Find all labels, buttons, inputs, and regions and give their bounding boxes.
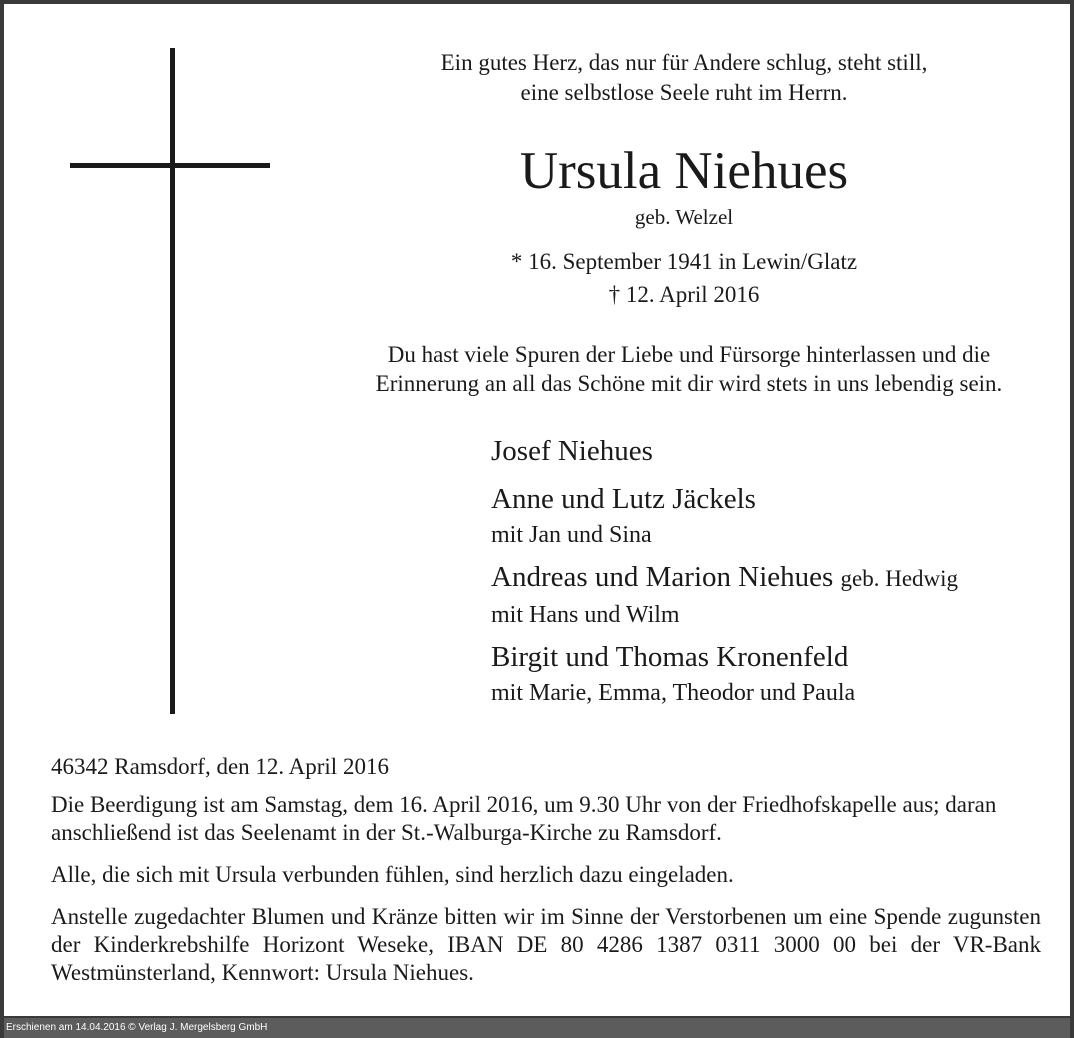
funeral-info: Die Beerdigung ist am Samstag, dem 16. April 2016, um 9.30 Uhr von der Friedhofskapelle aus; daran anschließend ist das Seelenamt in der St.-Walburga-Kirche zu Ramsdorf. (51, 792, 997, 845)
mourner-group (491, 478, 958, 550)
mourner-children: mit Jan und Sina (491, 522, 652, 548)
motto (334, 48, 1034, 108)
motto-line-2: eine selbstlose Seele ruht im Herrn. (520, 80, 848, 105)
life-dates (334, 245, 1034, 311)
verse-line-2: Erinnerung an all das Schöne mit dir wird stets in uns lebendig sein. (375, 371, 1003, 396)
mourner-name-line (491, 556, 958, 600)
deceased-name: Ursula Niehues (519, 142, 849, 200)
mourners-list (491, 430, 958, 714)
publication-credit: Erschienen am 14.04.2016 © Verlag J. Mergelsberg GmbH (6, 1022, 268, 1033)
donation-request: Anstelle zugedachter Blumen und Kränze bitten wir im Sinne der Verstorbenen um eine Spende zugunsten der Kinderkrebshilfe Horizont Weseke, IBAN DE 80 4286 1387 0311 3000 00 bei der VR-Bank Westmünsterland, Kennwort: Ursula Niehues. (51, 904, 1041, 985)
mourner-birth-name: geb. Hedwig (840, 566, 959, 591)
cross-icon-horizontal-bar (70, 163, 270, 168)
mourner-children: mit Marie, Emma, Theodor und Paula (491, 680, 856, 706)
invitation-text: Alle, die sich mit Ursula verbunden fühlen, sind herzlich dazu eingeladen. (51, 862, 734, 887)
mourner-name: Josef Niehues (491, 435, 653, 467)
mourner-group (491, 430, 958, 472)
mourner-name: Andreas und Marion Niehues (491, 561, 834, 593)
death-date: † 12. April 2016 (608, 282, 760, 307)
verse-line-1: Du hast viele Spuren der Liebe und Fürsorge hinterlassen und die (387, 342, 991, 367)
mourner-name: Birgit und Thomas Kronenfeld (491, 641, 849, 673)
footer-bar (4, 1016, 1070, 1038)
motto-line-1: Ein gutes Herz, das nur für Andere schlug, steht still, (440, 50, 928, 75)
mourner-children: mit Hans und Wilm (491, 602, 680, 628)
mourner-name: Anne und Lutz Jäckels (491, 483, 756, 515)
deceased-birth-name: geb. Welzel (634, 205, 734, 229)
mourner-group (491, 556, 958, 630)
place-and-date: 46342 Ramsdorf, den 12. April 2016 (51, 754, 389, 779)
cross-icon-vertical-bar (170, 48, 175, 714)
mourner-group (491, 636, 958, 708)
funeral-details (51, 753, 1041, 1001)
verse (334, 340, 1044, 398)
birth-date: * 16. September 1941 in Lewin/Glatz (510, 249, 858, 274)
